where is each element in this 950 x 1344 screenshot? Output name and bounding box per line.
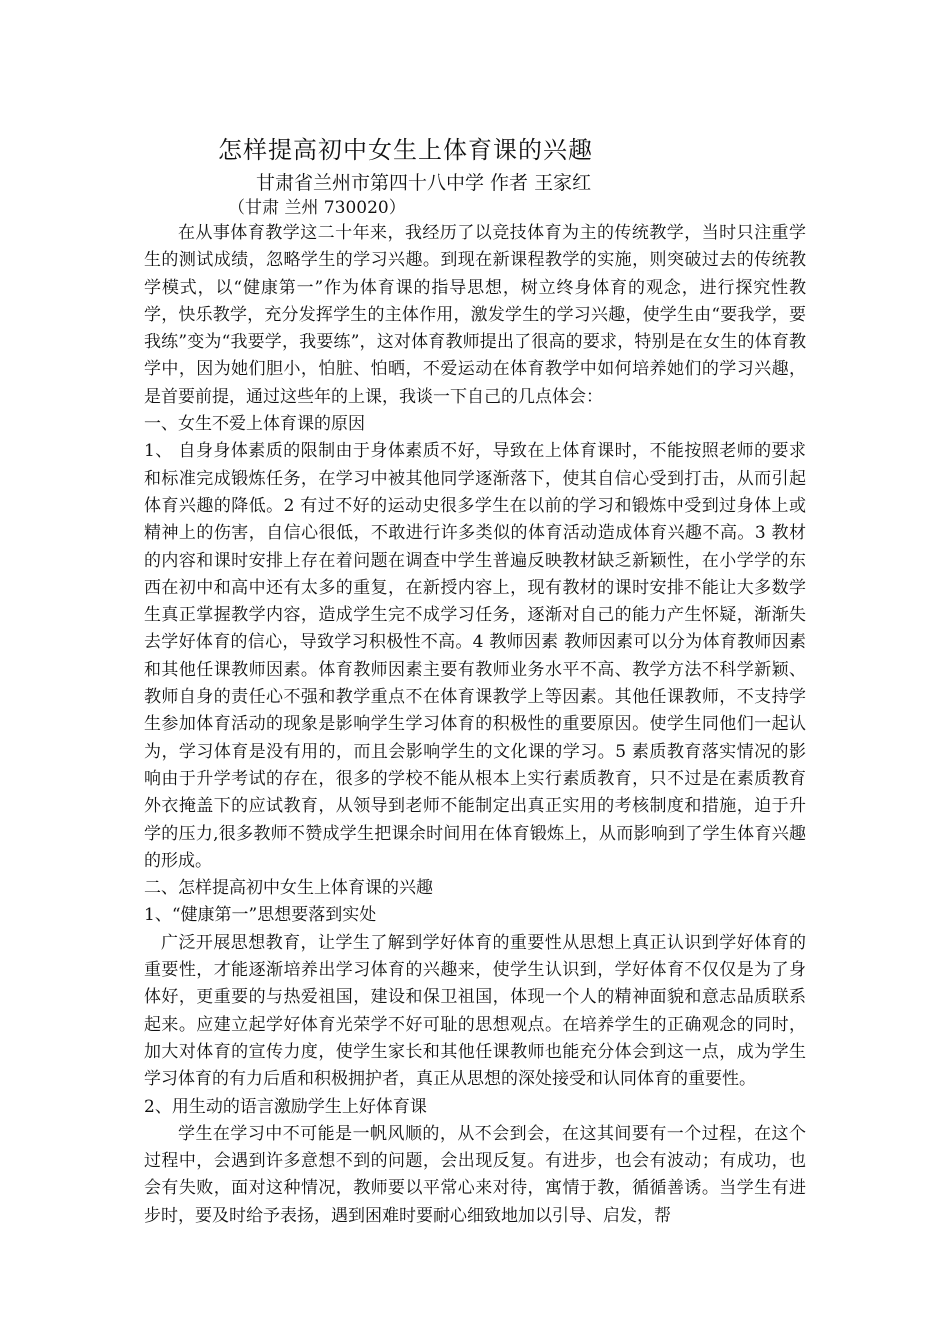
subsection-1-heading: 1、“健康第一”思想要落到实处 <box>144 905 377 926</box>
subsection-1-paragraph: 广泛开展思想教育，让学生了解到学好体育的重要性从思想上真正认识到学好体育的重要性，才能逐渐培养出学习体育的兴趣来，使学生认识到，学好体育不仅仅是为了身体好，更重要的与热爱祖国，建设和保卫祖国，体现一个人的精神面貌和意志品质联系起来。应建立起学好体育光荣学不好可耻的思想观点。在培养学生的正确观念的同时，加大对体育的宣传力度，使学生家长和其他任课教师也能充分体会到这一点，成为学生学习体育的有力后盾和积极拥护者，真正从思想的深处接受和认同体育的重要性。 <box>144 932 806 1090</box>
author-line: 甘肃省兰州市第四十八中学 作者 王家红 <box>256 172 592 194</box>
section-2-heading: 二、怎样提高初中女生上体育课的兴趣 <box>144 878 433 899</box>
subsection-2-heading: 2、用生动的语言激励学生上好体育课 <box>144 1096 427 1117</box>
section-1-paragraph: 1、 自身身体素质的限制由于身体素质不好，导致在上体育课时，不能按照老师的要求和标准完成锻炼任务，在学习中被其他同学逐渐落下，使其自信心受到打击，从而引起体育兴趣的降低。2 有过不好的运动史很多学生在以前的学习和锻炼中受到过身体上或精神上的伤害，自信心很低，不敢进行许多类似的体育活动造成体育兴趣不高。3 教材的内容和课时安排上存在着问题在调查中学生普遍反映教材缺乏新颖性，在小学学的东西在初中和高中还有太多的重复，在新授内容上，现有教材的课时安排不能让大多数学生真正掌握教学内容，造成学生完不成学习任务，逐渐对自己的能力产生怀疑，渐渐失去学好体育的信心，导致学习积极性不高。4 教师因素 教师因素可以分为体育教师因素和其他任课教师因素。体育教师因素主要有教师业务水平不高、教学方法不科学新颖、教师自身的责任心不强和教学重点不在体育课教学上等因素。其他任课教师，不支持学生参加体育活动的现象是影响学生学习体育的积极性的重要原因。使学生同他们一起认为，学习体育是没有用的，而且会影响学生的文化课的学习。5 素质教育落实情况的影响由于升学考试的存在，很多的学校不能从根本上实行素质教育，只不过是在素质教育外衣掩盖下的应试教育，从领导到老师不能制定出真正实用的考核制度和措施，迫于升学的压力,很多教师不赞成学生把课余时间用在体育锻炼上，从而影响到了学生体育兴趣的形成。 <box>144 441 806 871</box>
section-1-heading: 一、女生不爱上体育课的原因 <box>144 414 365 435</box>
document-title: 怎样提高初中女生上体育课的兴趣 <box>218 136 593 164</box>
address-line: （甘肃 兰州 730020） <box>228 198 406 218</box>
intro-paragraph: 在从事体育教学这二十年来，我经历了以竞技体育为主的传统教学，当时只注重学生的测试成绩，忽略学生的学习兴趣。到现在新课程教学的实施，则突破过去的传统教学模式，以“健康第一”作为体育课的指导思想，树立终身体育的观念，进行探究性教学，快乐教学，充分发挥学生的主体作用，激发学生的学习兴趣，使学生由“要我学，要我练”变为“我要学，我要练”，这对体育教师提出了很高的要求，特别是在女生的体育教学中，因为她们胆小，怕脏、怕晒，不爱运动在体育教学中如何培养她们的学习兴趣，是首要前提，通过这些年的上课，我谈一下自己的几点体会： <box>144 223 806 407</box>
subsection-2-paragraph: 学生在学习中不可能是一帆风顺的，从不会到会，在这其间要有一个过程，在这个过程中，会遇到许多意想不到的问题，会出现反复。有进步，也会有波动；有成功，也会有失败，面对这种情况，教师要以平常心来对待，寓情于教，循循善诱。当学生有进步时，要及时给予表扬，遇到困难时要耐心细致地加以引导、启发，帮 <box>144 1123 806 1226</box>
document-body <box>144 130 806 1230</box>
